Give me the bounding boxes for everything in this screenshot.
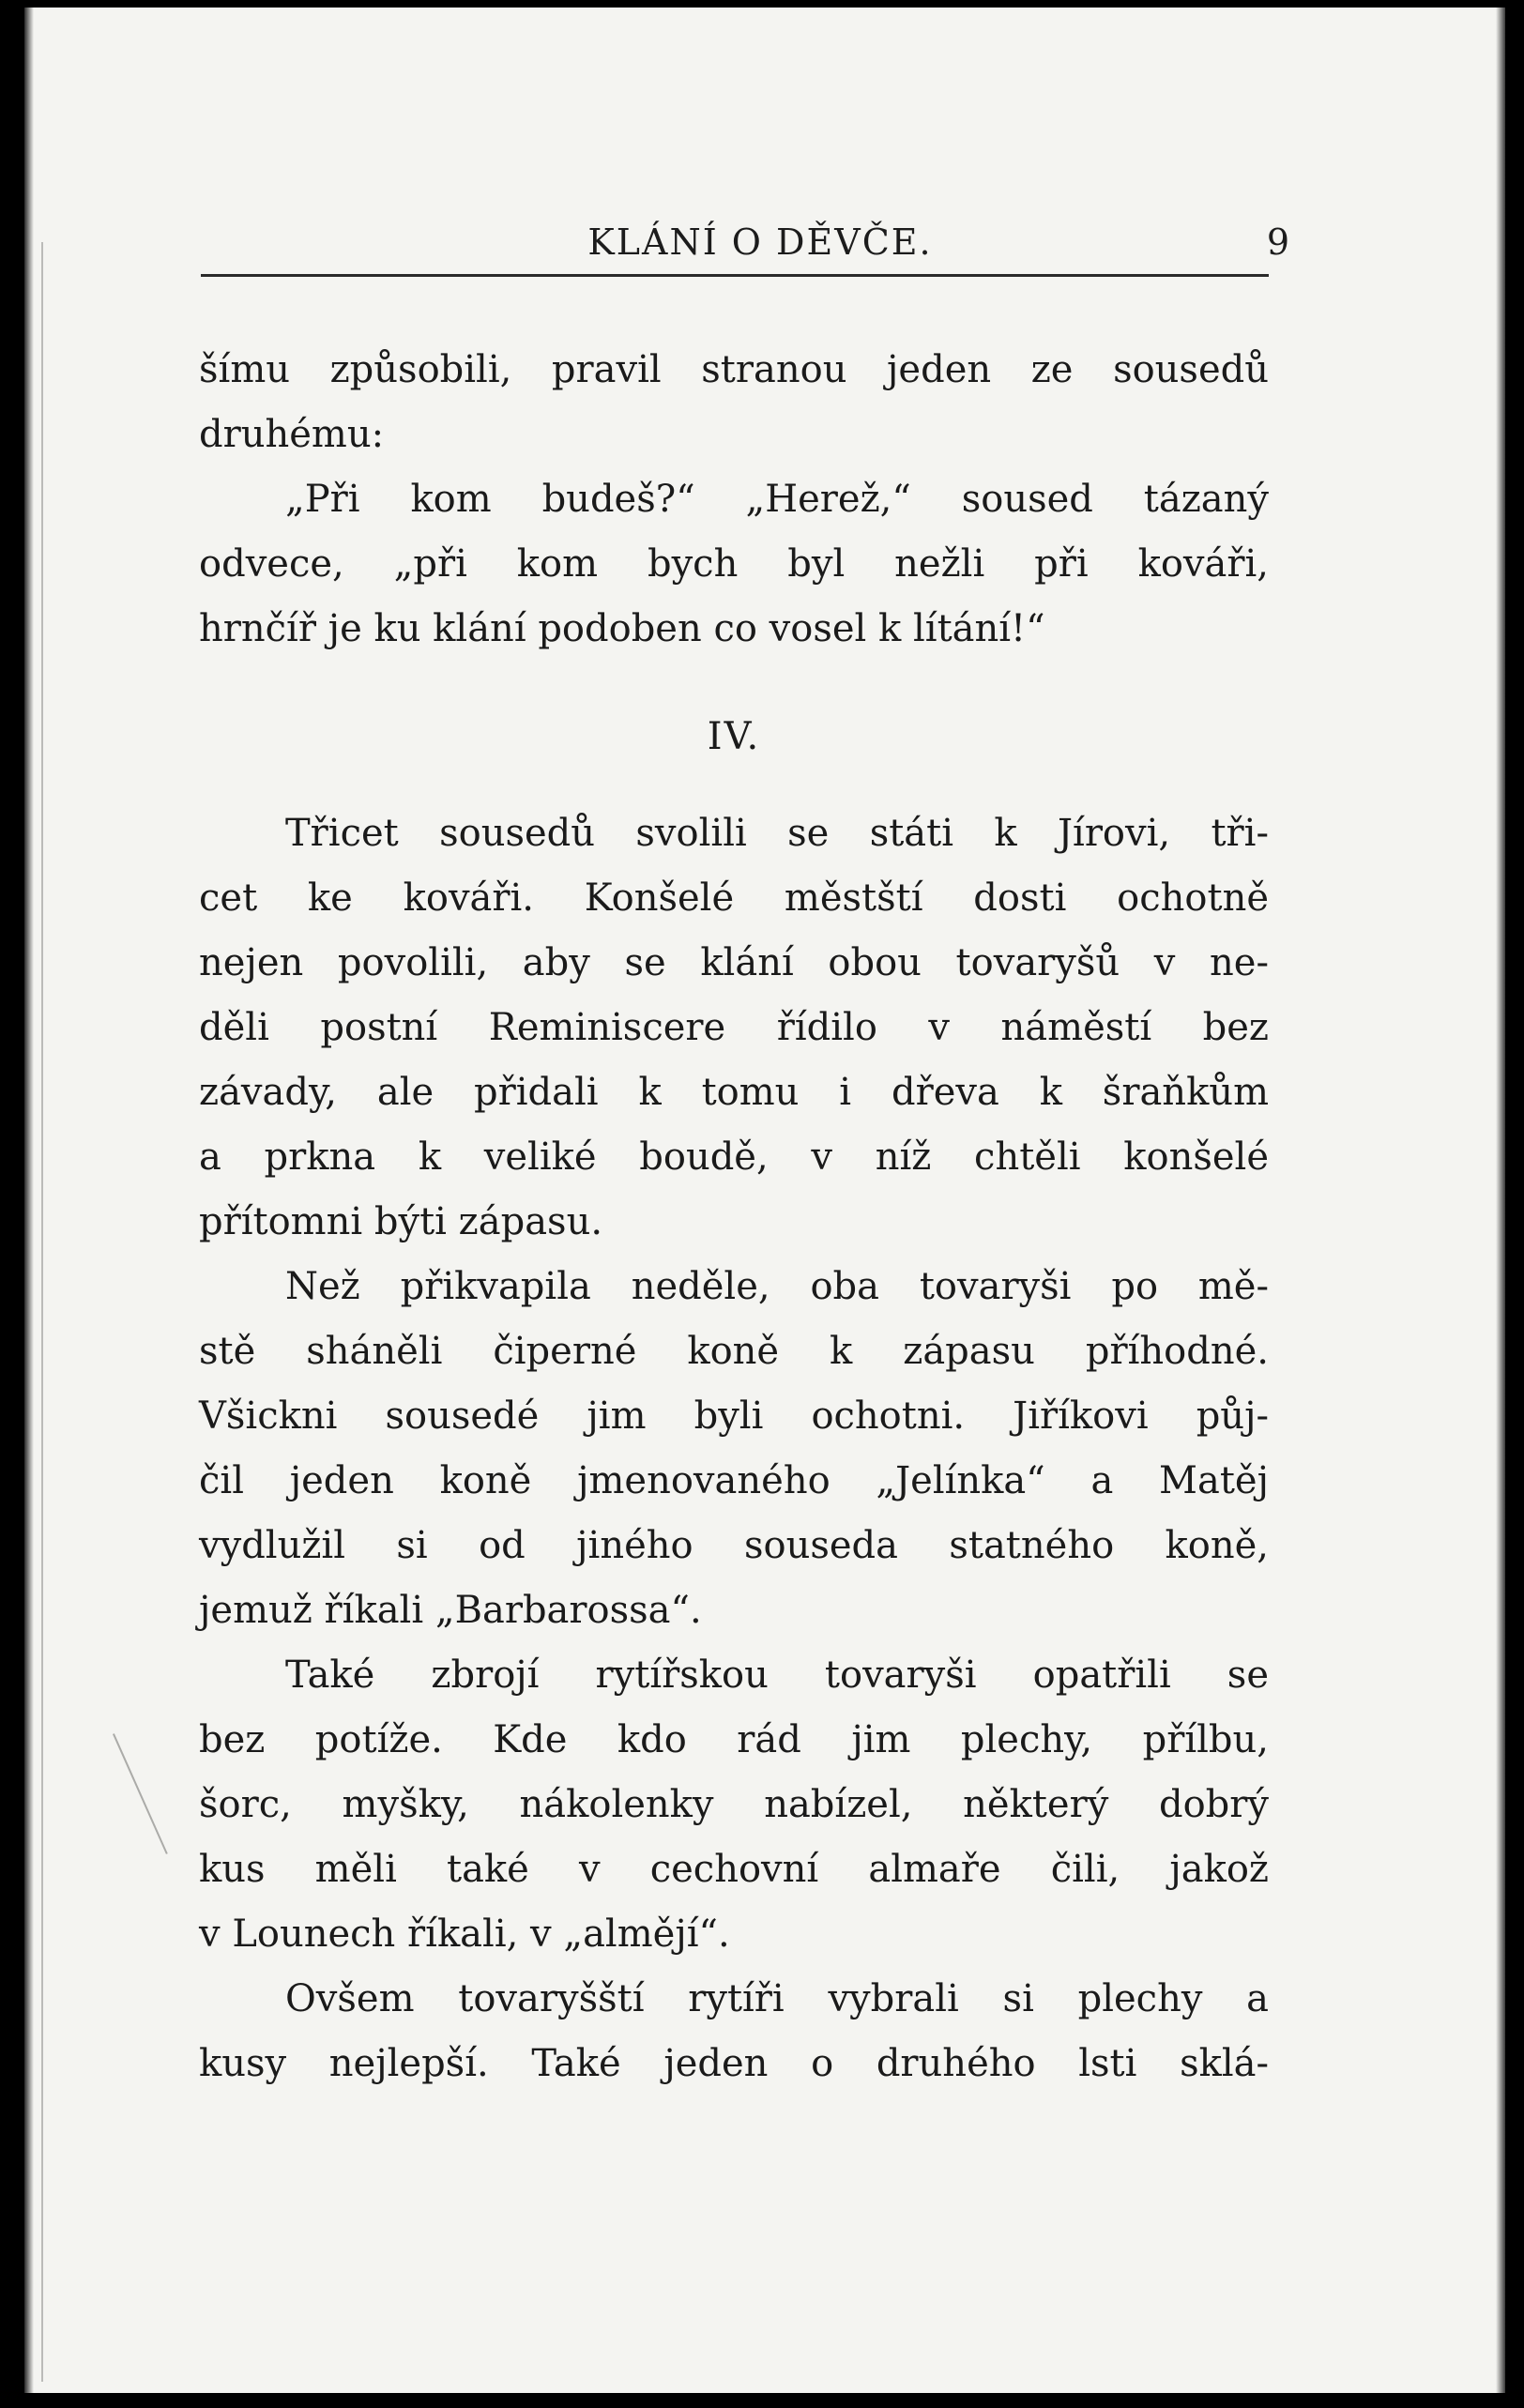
text-line: přítomni býti zápasu. (199, 1200, 603, 1243)
text-line: jemuž říkali „Barbarossa“. (199, 1589, 702, 1632)
text-line: Ovšem tovaryšští rytíři vybrali si plechy a (285, 1977, 1269, 2020)
text-line: šímu způsobili, pravil stranou jeden ze sousedů (199, 348, 1269, 391)
text-line: „Při kom budeš?“ „Herež,“ soused tázaný (285, 478, 1269, 521)
text-line: nejen povolili, aby se klání obou tovaryšů v ne- (199, 941, 1269, 984)
text-line: v Lounech říkali, v „almějí“. (199, 1913, 730, 1956)
paragraph-2 (199, 467, 1269, 662)
text-line: cet ke kováři. Konšelé městští dosti ochotně (199, 876, 1269, 920)
binding-crease (41, 242, 43, 2382)
running-head: KLÁNÍ O DĚVČE. (587, 221, 933, 263)
paragraph-5 (199, 1643, 1269, 1967)
page-number: 9 (1266, 221, 1289, 263)
text-line: šorc, myšky, nákolenky nabízel, některý dobrý (199, 1783, 1269, 1826)
text-line: bez potíže. Kde kdo rád jim plechy, přílbu, (199, 1718, 1269, 1761)
text-line: druhému: (199, 413, 385, 456)
chapter-heading: IV. (707, 715, 761, 758)
text-line: stě sháněli čiperné koně k zápasu příhodné. (199, 1330, 1269, 1373)
text-line: vydlužil si od jiného souseda statného koně, (199, 1524, 1269, 1567)
header-rule (201, 274, 1269, 277)
text-line: odvece, „při kom bych byl nežli při kováři, (199, 542, 1269, 586)
text-line: kus měli také v cechovní almaře čili, jakož (199, 1848, 1269, 1891)
text-line: Také zbrojí rytířskou tovaryši opatřili se (285, 1654, 1269, 1697)
paragraph-3 (199, 801, 1269, 1255)
paragraph-6 (199, 1967, 1269, 2096)
page-edge-shadow-left (24, 8, 34, 2393)
paragraph-1 (199, 338, 1269, 467)
body-text (199, 338, 1269, 2096)
text-line: čil jeden koně jmenovaného „Jelínka“ a Matěj (199, 1459, 1269, 1502)
text-line: a prkna k veliké boudě, v níž chtěli konšelé (199, 1135, 1269, 1179)
text-line: Všickni sousedé jim byli ochotni. Jiříkovi půj- (199, 1395, 1269, 1438)
page-header (227, 212, 1293, 272)
text-line: závady, ale přidali k tomu i dřeva k šraňkům (199, 1071, 1269, 1114)
text-line: hrnčíř je ku klání podoben co vosel k lítání!“ (199, 607, 1045, 650)
text-line: Než přikvapila neděle, oba tovaryši po mě- (285, 1265, 1269, 1308)
text-line: děli postní Reminiscere řídilo v náměstí bez (199, 1006, 1269, 1049)
paper-scratch (113, 1733, 168, 1854)
text-line: kusy nejlepší. Také jeden o druhého lsti sklá- (199, 2042, 1269, 2085)
text-line: Třicet sousedů svolili se státi k Jírovi, tři- (285, 812, 1269, 855)
page-edge-shadow-right (1496, 8, 1505, 2393)
paragraph-4 (199, 1255, 1269, 1643)
